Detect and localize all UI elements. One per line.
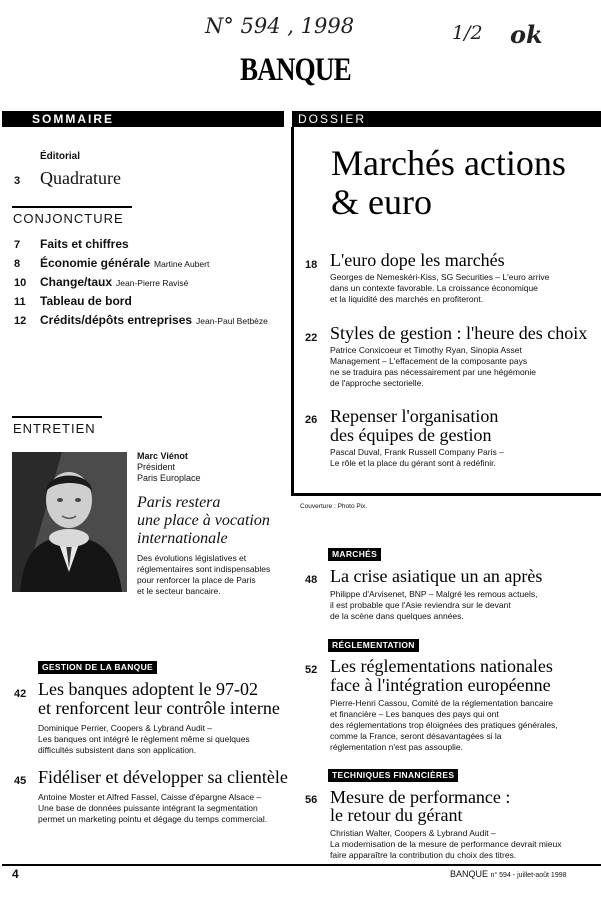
item-page-number: 11 xyxy=(14,296,26,308)
desc-line: Management – L'effacement de la composante pays xyxy=(330,356,528,366)
article-description xyxy=(330,698,558,753)
desc-line: La modernisation de la mesure de performance devrait mieux xyxy=(330,839,562,849)
article-title-line1: Styles de gestion : l'heure des choix xyxy=(330,323,588,343)
footer-magazine-name: BANQUE xyxy=(450,869,489,879)
article-title-line1: Repenser l'organisation xyxy=(330,406,499,426)
article-title-line1: Les banques adoptent le 97-02 xyxy=(38,679,258,699)
banque-logo: BANQUE xyxy=(240,52,351,88)
handwritten-ok-note: ok xyxy=(510,20,543,49)
desc-line: réglementation n'est pas assouplie. xyxy=(330,742,463,752)
dossier-bar: DOSSIER xyxy=(292,111,601,127)
article-page-number: 45 xyxy=(14,775,27,787)
interviewee-role: Président xyxy=(137,462,176,472)
article-title-line1: La crise asiatique un an après xyxy=(330,566,543,586)
article-description xyxy=(330,447,504,469)
cover-credit: Couverture : Photo Pix. xyxy=(300,503,368,510)
desc-line: et la liquidité des marchés en profiteront. xyxy=(330,294,484,304)
article-description xyxy=(330,828,562,861)
article-title-line2: et renforcent leur contrôle interne xyxy=(38,698,280,718)
footer-issue: n° 594 - juillet-août 1998 xyxy=(490,872,567,879)
item-title: Crédits/dépôts entreprises xyxy=(40,313,193,327)
article-page-number: 52 xyxy=(305,664,318,676)
list-item xyxy=(14,275,284,294)
desc-line: pour renforcer la place de Paris xyxy=(137,575,256,585)
editorial-kicker: Éditorial xyxy=(40,151,81,162)
article-title-line1: Fidéliser et développer sa clientèle xyxy=(38,767,288,787)
desc-line: comme la France, seront désavantagées si la xyxy=(330,731,502,741)
dossier-box-left-border xyxy=(291,127,294,495)
desc-line: Georges de Nemeskéri-Kiss, SG Securities – L'euro arrive xyxy=(330,272,550,282)
sommaire-bar: SOMMAIRE xyxy=(2,111,284,127)
article-title-line2: le retour du gérant xyxy=(330,805,463,825)
dossier-title-line1: Marchés actions xyxy=(331,143,566,183)
item-title: Faits et chiffres xyxy=(40,237,129,251)
desc-line: Les banques ont intégré le règlement même si quelques xyxy=(38,734,250,744)
gestion-section-tag: GESTION DE LA BANQUE xyxy=(38,661,157,674)
item-title: Change/taux xyxy=(40,275,113,289)
entretien-title-line3: internationale xyxy=(137,530,228,547)
article-title-line2: des équipes de gestion xyxy=(330,425,492,445)
desc-line: Patrice Conxicoeur et Timothy Ryan, Sinopia Asset xyxy=(330,345,522,355)
desc-line: Une base de données puissante intégrant la segmentation xyxy=(38,803,258,813)
article-page-number: 18 xyxy=(305,259,318,271)
article-page-number: 42 xyxy=(14,688,27,700)
desc-line: et financière – Les banques des pays qui ont xyxy=(330,709,499,719)
article-description xyxy=(330,272,549,305)
marches-section-tag: MARCHÉS xyxy=(328,548,381,561)
desc-line: de l'approche sectorielle. xyxy=(330,378,424,388)
handwritten-issue-note: N° 594 , 1998 xyxy=(205,14,355,38)
list-item xyxy=(14,294,284,313)
desc-line: Antoine Moster et Alfred Fassel, Caisse d'épargne Alsace – xyxy=(38,792,262,802)
item-author: Jean-Pierre Ravisé xyxy=(116,278,189,288)
desc-line: Dominique Perrier, Coopers & Lybrand Audit – xyxy=(38,723,213,733)
desc-line: dans un contexte favorable. La croissance économique xyxy=(330,283,538,293)
techniques-section-tag: TECHNIQUES FINANCIÈRES xyxy=(328,769,458,782)
entretien-description xyxy=(137,553,270,597)
editorial-title: Quadrature xyxy=(40,168,121,188)
item-page-number: 12 xyxy=(14,315,27,327)
desc-line: difficultés subsistent dans son application. xyxy=(38,745,197,755)
conjoncture-list xyxy=(14,237,284,332)
portrait-photo xyxy=(12,452,127,592)
dossier-box-bottom-border xyxy=(291,493,601,496)
list-item xyxy=(14,237,284,256)
entretien-title-line2: une place à vocation xyxy=(137,512,270,529)
handwritten-page-note: 1/2 xyxy=(452,22,483,44)
item-page-number: 7 xyxy=(14,239,21,251)
desc-line: il est probable que l'Asie reviendra sur le devant xyxy=(330,600,511,610)
article-description xyxy=(330,345,536,389)
editorial-page-number: 3 xyxy=(14,175,21,187)
desc-line: permet un marketing pointu et dégage du temps commercial. xyxy=(38,814,268,824)
portrait-figure xyxy=(12,452,127,592)
footer-issue-info xyxy=(450,869,567,879)
article-page-number: 22 xyxy=(305,332,318,344)
item-page-number: 10 xyxy=(14,277,27,289)
desc-line: et le secteur bancaire. xyxy=(137,586,221,596)
item-title: Économie générale xyxy=(40,256,151,270)
conjoncture-rule xyxy=(12,206,132,208)
interviewee-organisation: Paris Europlace xyxy=(137,473,201,483)
article-description xyxy=(38,723,250,756)
article-title-line1: Les réglementations nationales xyxy=(330,656,553,676)
entretien-rule xyxy=(12,416,102,418)
desc-line: Christian Walter, Coopers & Lybrand Audit – xyxy=(330,828,496,838)
item-title: Tableau de bord xyxy=(40,294,132,308)
conjoncture-heading: CONJONCTURE xyxy=(13,211,124,226)
dossier-title-line2: & euro xyxy=(331,182,432,222)
desc-line: Philippe d'Arvisenet, BNP – Malgré les remous actuels, xyxy=(330,589,538,599)
article-page-number: 48 xyxy=(305,574,318,586)
article-page-number: 56 xyxy=(305,794,318,806)
desc-line: de la scène dans quelques années. xyxy=(330,611,464,621)
article-title-line1: Mesure de performance : xyxy=(330,787,511,807)
footer-rule xyxy=(2,864,601,866)
list-item xyxy=(14,313,284,332)
article-description xyxy=(38,792,267,825)
interviewee-name: Marc Viénot xyxy=(137,451,188,461)
article-page-number: 26 xyxy=(305,414,318,426)
item-author: Martine Aubert xyxy=(154,259,210,269)
desc-line: Pascal Duval, Frank Russell Company Paris – xyxy=(330,447,504,457)
article-title-line2: face à l'intégration européenne xyxy=(330,675,551,695)
list-item xyxy=(14,256,284,275)
item-page-number: 8 xyxy=(14,258,21,270)
desc-line: réglementaires sont indispensables xyxy=(137,564,271,574)
item-author: Jean-Paul Betbèze xyxy=(196,316,268,326)
desc-line: des réglementations trop éloignées des pratiques générales, xyxy=(330,720,558,730)
entretien-title-line1: Paris restera xyxy=(137,494,221,511)
article-description xyxy=(330,589,537,622)
desc-line: Des évolutions législatives et xyxy=(137,553,247,563)
article-title-line1: L'euro dope les marchés xyxy=(330,250,505,270)
desc-line: Le rôle et la place du gérant sont à redéfinir. xyxy=(330,458,496,468)
entretien-heading: ENTRETIEN xyxy=(13,421,96,436)
desc-line: ne se traduira pas nécessairement par une hégémonie xyxy=(330,367,537,377)
desc-line: faire apparaître la contribution du choix des titres. xyxy=(330,850,517,860)
desc-line: Pierre-Henri Cassou, Comité de la réglementation bancaire xyxy=(330,698,553,708)
reglementation-section-tag: RÉGLEMENTATION xyxy=(328,639,419,652)
footer-page-number: 4 xyxy=(12,867,19,881)
